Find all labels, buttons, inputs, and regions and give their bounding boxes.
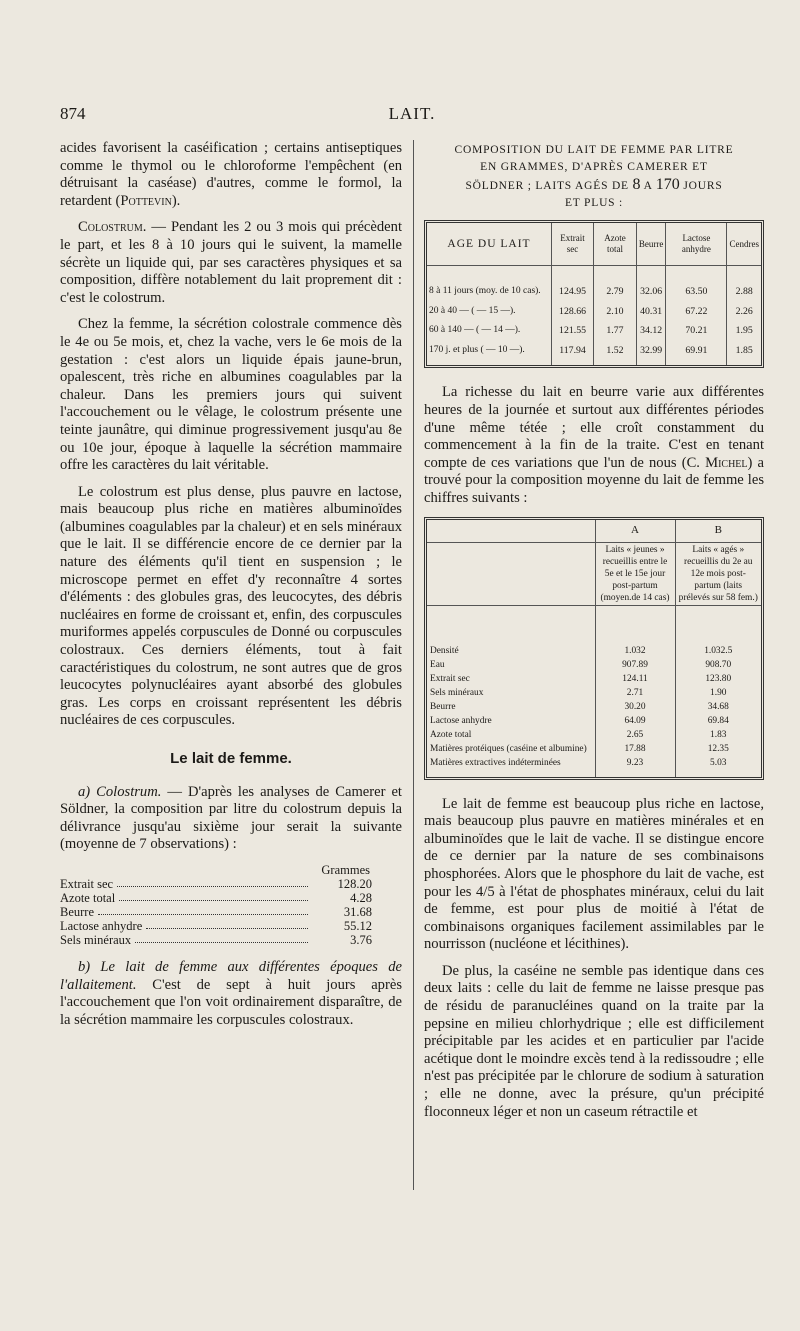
section-title: Le lait de femme. — [170, 750, 292, 767]
column-divider — [413, 140, 414, 1190]
table1-cell: 124.95 — [552, 282, 594, 302]
table1-cell: 1.95 — [727, 321, 761, 341]
table2-value-b: 123.80 — [675, 672, 761, 686]
table2-row — [427, 644, 761, 658]
table2-value-b: 34.68 — [675, 700, 761, 714]
table2-row — [427, 756, 761, 777]
table2-value-a: 124.11 — [595, 672, 675, 686]
colostrum-heading: Colostrum. — [78, 219, 147, 236]
table2-label: Sels minéraux — [430, 687, 484, 698]
column-desc-b: Laits « agés » recueillis du 2e au 12e mois post-partum (laits prélevés sur 58 fem.) — [675, 542, 761, 605]
table2-value-a: 2.71 — [595, 686, 675, 700]
table2-label: Eau — [430, 659, 445, 670]
table1-title: COMPOSITION DU LAIT DE FEMME PAR LITRE EN GRAMMES, D'APRÈS CAMERER ET SÖLDNER ; LAITS AGÉS DE 8 A 170 JOURS ET PLUS : — [454, 144, 734, 209]
paragraph: De plus, la caséine ne semble pas identique dans ces deux laits : celle du lait de femme ne laisse presque pas de résidu de paranucléines quand on la traite par la pepsine en milieu chlorhydrique ; elle est difficilement précipitable par les acides et en particulier par l'acide acétique dont le moindre excès tend à la redissoudre ; elle n'est pas précipitée par le chlorure de sodium à saturation ; elle ne donne, avec la présure, qu'un précipité floconneux léger et non un caseum rétractile et — [424, 962, 764, 1120]
table2-label: Beurre — [430, 701, 456, 712]
composition-label: Extrait sec — [60, 876, 114, 891]
composition-row — [60, 891, 402, 905]
table1-cell: 67.22 — [666, 302, 727, 322]
composition-row — [60, 919, 402, 933]
table1-header: Cendres — [727, 223, 761, 266]
page-header — [60, 104, 764, 130]
table2-label: Lactose anhydre — [430, 715, 492, 726]
table1-cell: 60 à 140 — ( — 14 —). — [429, 325, 521, 336]
table2-value-b: 908.70 — [675, 658, 761, 672]
table1-cell: 2.88 — [727, 282, 761, 302]
table2-row — [427, 728, 761, 742]
table2-value-b: 5.03 — [675, 756, 761, 777]
column-letter-a: A — [595, 520, 675, 543]
composition-by-age-table — [427, 223, 761, 365]
table2-value-a: 1.032 — [595, 644, 675, 658]
table1-cell: 117.94 — [552, 341, 594, 366]
table1-cell: 2.79 — [594, 282, 637, 302]
paragraph-b: b) Le lait de femme aux différentes époques de l'allaitement. C'est de sept à huit jours après l'accouchement que l'on voit ordinairement disparaître, de la sécrétion mammaire les corpuscules colostraux. — [60, 958, 402, 1028]
table2-value-b: 12.35 — [675, 742, 761, 756]
table2-value-b: 69.84 — [675, 714, 761, 728]
table2-value-b: 1.032.5 — [675, 644, 761, 658]
paragraph-a: a) Colostrum. — D'après les analyses de Camerer et Söldner, la composition par litre du colostrum depuis la délivrance jusqu'au sixième jour serait la suivante (moyenne de 7 observations) : — [60, 783, 402, 853]
grams-header: Grammes — [321, 862, 370, 877]
table2-value-b: 1.83 — [675, 728, 761, 742]
composition-value: 3.76 — [350, 932, 372, 947]
composition-row — [60, 905, 402, 919]
table1-cell: 20 à 40 — ( — 15 —). — [429, 305, 516, 316]
young-vs-old-milk-table — [427, 520, 761, 777]
table2-label: Matières extractives indéterminées — [430, 757, 561, 768]
column-letter-b: B — [675, 520, 761, 543]
table1-header: Azote total — [594, 223, 637, 266]
table1-cell: 2.10 — [594, 302, 637, 322]
table1-cell: 40.31 — [636, 302, 666, 322]
table2-row — [427, 686, 761, 700]
colostrum-composition-list — [60, 863, 402, 947]
table1-cell: 8 à 11 jours (moy. de 10 cas). — [429, 286, 541, 296]
table1-cell: 170 j. et plus ( — 10 —). — [429, 344, 525, 355]
leader-dots — [119, 891, 308, 901]
table2-row — [427, 742, 761, 756]
table1-row — [427, 321, 761, 341]
composition-value: 128.20 — [337, 876, 372, 891]
table2-row — [427, 658, 761, 672]
table2-row — [427, 672, 761, 686]
table1-cell: 1.85 — [727, 341, 761, 366]
paragraph: acides favorisent la caséification ; certains antiseptiques comme le thymol ou le chloroforme l'empêchent (en détruisant la caséase) d'autres, comme le formol, la retardent (Pottevin). — [60, 140, 402, 209]
table2-value-b: 1.90 — [675, 686, 761, 700]
composition-row — [60, 933, 402, 947]
leader-dots — [117, 877, 308, 887]
table2-row — [427, 714, 761, 728]
table2-row — [427, 700, 761, 714]
table1-cell: 32.99 — [636, 341, 666, 366]
column-desc-a: Laits « jeunes » recueillis entre le 5e et le 15e jour post-partum (moyen.de 14 cas) — [595, 542, 675, 605]
table1-cell: 1.52 — [594, 341, 637, 366]
table2-value-a: 30.20 — [595, 700, 675, 714]
paragraph: La richesse du lait en beurre varie aux différentes heures de la journée et surtout aux différentes périodes d'une même tétée ; elle croît constamment du commencement à la fin de la traite. C'est en tenant compte de ces variations que l'un de nous (C. Michel) a trouvé pour la composition moyenne du lait de femme les chiffres suivants : — [424, 384, 764, 506]
table1-cell: 2.26 — [727, 302, 761, 322]
composition-row — [60, 877, 402, 891]
table2-value-a: 64.09 — [595, 714, 675, 728]
table1-cell: 128.66 — [552, 302, 594, 322]
page-number: 874 — [60, 104, 86, 123]
composition-label: Azote total — [60, 890, 116, 905]
paragraph: Le lait de femme est beaucoup plus riche en lactose, mais beaucoup plus pauvre en matières minérales et en albuminoïdes que le lait de vache. Il se distingue encore de ce dernier par la nature de ses combinaisons phosphorées. Alors que le phosphore du lait de vache, est pour les 4/5 à l'état de phosphates minéraux, celui du lait de femme, est pour plus de moitié à l'état de combinaisons organiques facilement assimilables par le nourrisson (nucléone et lécithines). — [424, 795, 764, 953]
leader-dots — [146, 919, 308, 929]
subheading-a: a) Colostrum. — [78, 783, 162, 800]
table1-row — [427, 302, 761, 322]
table2-value-a: 2.65 — [595, 728, 675, 742]
composition-value: 4.28 — [350, 890, 372, 905]
table1-row — [427, 282, 761, 302]
table1-frame — [424, 220, 764, 368]
composition-value: 55.12 — [343, 918, 372, 933]
table1-header: AGE DU LAIT — [427, 223, 552, 266]
table1-cell: 32.06 — [636, 282, 666, 302]
composition-value: 31.68 — [343, 904, 372, 919]
table1-cell: 34.12 — [636, 321, 666, 341]
paragraph: Le colostrum est plus dense, plus pauvre en lactose, mais beaucoup plus riche en matières albuminoïdes (albumines coagulables par la chaleur) et en sels minéraux que le lait. Il se différencie encore de ce dernier par la nature des éléments qu'il tient en suspension ; le microscope permet en effet d'y reconnaître 4 sortes d'éléments : des globules gras, des leucocytes, des débris nucléaires en forme de croissant et, enfin, des corpuscules muriformes appelés corpuscules de Donné ou corpuscules colostraux. Ces derniers éléments, tout à fait caractéristiques du colostrum, ne sont autres que de gros leucocytes polynucléaires ayant absorbé des globules gras. Les corps en croissant représentent les débris nucléaires de ces corpuscules. — [60, 483, 402, 729]
table1-header: Beurre — [636, 223, 666, 266]
table1-cell: 69.91 — [666, 341, 727, 366]
table2-label: Densité — [430, 645, 459, 656]
table2-value-a: 17.88 — [595, 742, 675, 756]
paragraph-colostrum: Colostrum. — Pendant les 2 ou 3 mois qui précèdent le part, et les 8 à 10 jours qui le suivent, la mamelle sécrète un liquide qui, par ses caractères physiques et sa composition, diffère notablement du lait proprement dit : c'est le colostrum. — [60, 219, 402, 306]
leader-dots — [98, 905, 308, 915]
paragraph: Chez la femme, la sécrétion colostrale commence dès le 4e ou 5e mois, et, chez la vache, vers le 6e mois de la gestation : c'est alors un liquide épais jaune-brun, opalescent, très riche en albumines coagulables par la chaleur. Dans les premiers jours qui suivent l'accouchement ou le vêlage, le colostrum présente une teinte jaunâtre, qui diminue progressivement jusqu'au 8e ou 10e jour, époque à laquelle la sécrétion mammaire offre les caractères du lait véritable. — [60, 316, 402, 474]
table1-cell: 63.50 — [666, 282, 727, 302]
table1-header: Extrait sec — [552, 223, 594, 266]
table2-frame — [424, 517, 764, 780]
leader-dots — [135, 933, 308, 943]
subheading-b: b) Le lait de femme aux différentes époques de l'allaitement. — [60, 958, 402, 993]
left-column — [60, 140, 402, 1038]
right-column — [424, 140, 764, 1130]
table1-cell: 1.77 — [594, 321, 637, 341]
table1-row — [427, 341, 761, 366]
running-title: LAIT. — [388, 104, 436, 123]
table2-label: Azote total — [430, 729, 472, 740]
table2-label: Extrait sec — [430, 673, 470, 684]
composition-label: Lactose anhydre — [60, 918, 143, 933]
table1-cell: 70.21 — [666, 321, 727, 341]
table1-header: Lactose anhydre — [666, 223, 727, 266]
composition-label: Beurre — [60, 904, 95, 919]
table2-value-a: 907.89 — [595, 658, 675, 672]
table2-value-a: 9.23 — [595, 756, 675, 777]
table2-label: Matières protéiques (caséine et albumine) — [430, 743, 587, 754]
composition-label: Sels minéraux — [60, 932, 132, 947]
table1-cell: 121.55 — [552, 321, 594, 341]
